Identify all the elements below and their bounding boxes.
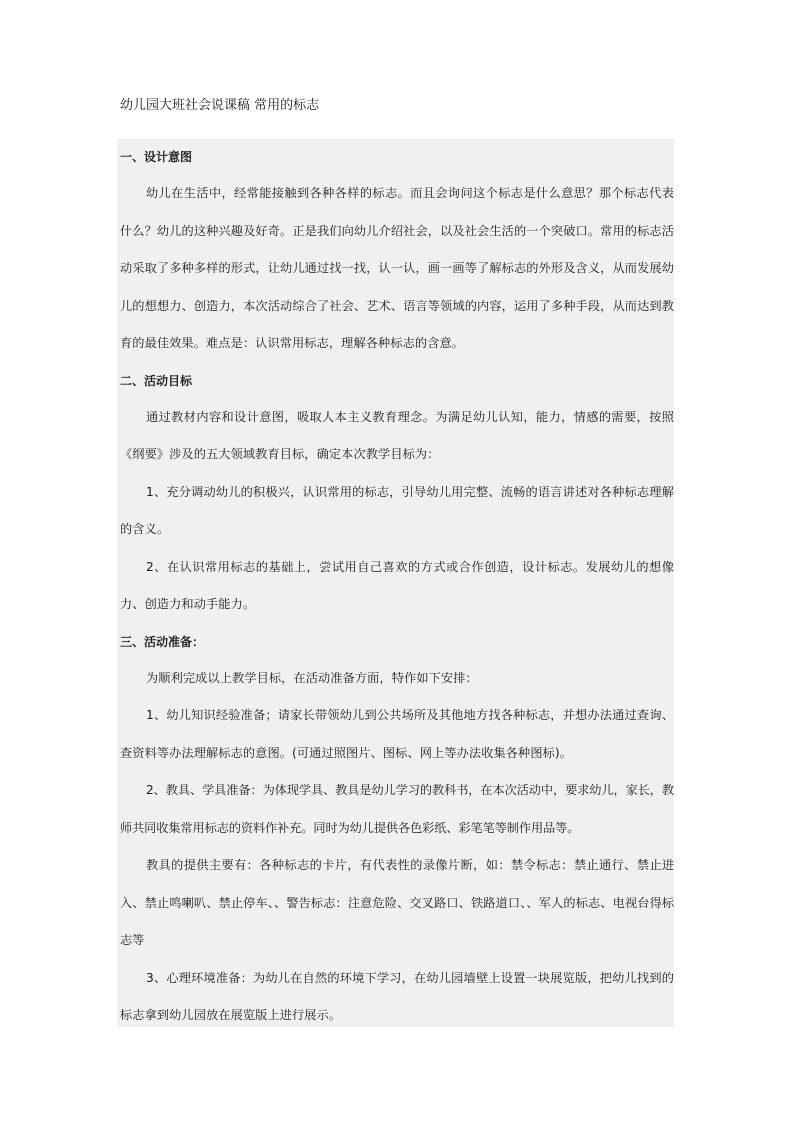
section-heading-design-intent: 一、设计意图 [120,150,193,164]
paragraph: 通过教材内容和设计意图，吸取人本主义教育理念。为满足幼儿认知，能力，情感的需要，按照《纲要》涉及的五大领域教育目标，确定本次教学目标为： [120,409,674,461]
section-heading-activity-goals: 二、活动目标 [120,373,193,388]
section-heading-activity-preparation: 三、活动准备： [120,634,205,649]
paragraph: 为顺利完成以上教学目标，在活动准备方面，特作如下安排： [146,670,478,685]
paragraph: 1、充分调动幼儿的积极兴，认识常用的标志，引导幼儿用完整、流畅的语言讲述对各种标志理解的含义。 [120,484,674,536]
paragraph: 幼儿在生活中，经常能接触到各种各样的标志。而且会询问这个标志是什么意思？那个标志代表什么？幼儿的这种兴趣及好奇。正是我们向幼儿介绍社会，以及社会生活的一个突破口。常用的标志活动采取了多种多样的形式，让幼儿通过找一找，认一认，画一画等了解标志的外形及含义，从而发展幼儿的想想力、创造力，本次活动综合了社会、艺术、语言等领域的内容，运用了多种手段，从而达到教育的最佳效果。难点是：认识常用标志，理解各种标志的含意。 [120,186,674,350]
paragraph: 3、心理环境准备：为幼儿在自然的环境下学习，在幼儿园墙壁上设置一块展览版，把幼儿找到的标志拿到幼儿园放在展览版上进行展示。 [120,970,674,1022]
paragraph: 2、在认识常用标志的基础上，尝试用自己喜欢的方式或合作创造，设计标志。发展幼儿的想像力、创造力和动手能力。 [120,559,674,611]
paragraph: 1、幼儿知识经验准备；请家长带领幼儿到公共场所及其他地方找各种标志，并想办法通过查询、查资料等办法理解标志的意图。(可通过照图片、图标、网上等办法收集各种图标)。 [120,708,674,760]
document-body [117,139,674,1027]
paragraph: 2、教具、学具准备：为体现学具、教具是幼儿学习的教科书，在本次活动中，要求幼儿，家长，教师共同收集常用标志的资料作补充。同时为幼儿提供各色彩纸、彩笔笔等制作用品等。 [120,783,674,835]
paragraph: 教具的提供主要有：各种标志的卡片，有代表性的录像片断，如：禁令标志：禁止通行、禁止进入、禁止鸣喇叭、禁止停车、、警告标志：注意危险、交叉路口、铁路道口、、军人的标志、电视台得标志等 [120,858,674,947]
document-title: 幼儿园大班社会说课稿 常用的标志 [120,98,320,113]
